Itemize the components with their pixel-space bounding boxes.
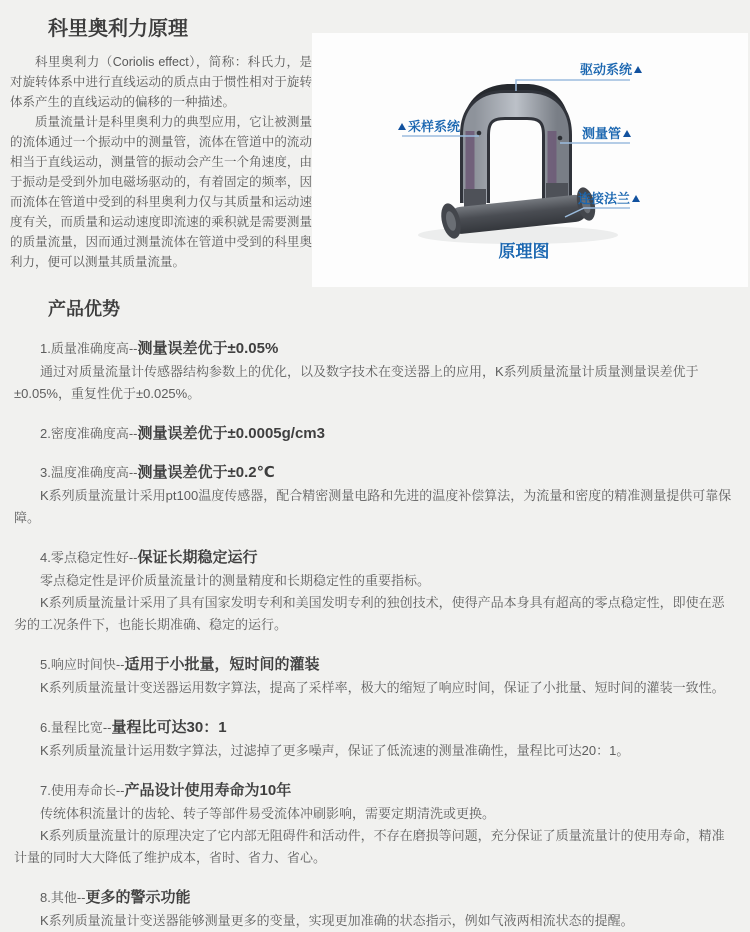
arrow-up-icon — [398, 123, 406, 130]
advantage-body-paragraph: K系列质量流量计运用数字算法，过滤掉了更多噪声，保证了低流速的测量准确性，量程比可达20：1。 — [40, 743, 630, 758]
advantage-body-paragraph: K系列质量流量计变送器能够测量更多的变量，实现更加准确的状态指示，例如气液两相流状态的提醒。 — [40, 913, 634, 928]
diagram-caption: 原理图 — [498, 242, 550, 261]
advantage-heading — [14, 888, 736, 908]
advantage-item — [14, 548, 736, 636]
advantage-highlight: 产品设计使用寿命为10年 — [124, 782, 292, 799]
advantage-item — [14, 781, 736, 869]
advantage-name: 8.其他-- — [40, 890, 86, 905]
advantage-name: 2.密度准确度高-- — [40, 426, 138, 441]
advantage-body-paragraph: K系列质量流量计变送器运用数字算法，提高了采样率，极大的缩短了响应时间，保证了小批量、短时间的灌装一致性。 — [40, 680, 725, 695]
diagram-label-sampling-system — [396, 120, 460, 134]
principle-diagram — [312, 33, 748, 287]
advantage-name: 1.质量准确度高-- — [40, 341, 138, 356]
advantage-heading — [14, 548, 736, 568]
connecting-flange-label: 连接法兰 — [578, 191, 631, 206]
advantage-highlight: 适用于小批量，短时间的灌装 — [124, 656, 320, 673]
advantage-body-paragraph: 传统体积流量计的齿轮、转子等部件易受流体冲刷影响，需要定期清洗或更换。 — [40, 806, 496, 821]
advantage-list — [14, 339, 736, 932]
advantage-item — [14, 718, 736, 762]
advantage-heading — [14, 339, 736, 359]
advantage-heading — [14, 424, 736, 444]
sampling-system-label: 采样系统 — [408, 119, 461, 134]
advantage-name: 6.量程比宽-- — [40, 720, 112, 735]
advantage-name: 7.使用寿命长-- — [40, 783, 125, 798]
advantage-highlight: 测量误差优于±0.0005g/cm3 — [137, 425, 325, 442]
advantages-title: 产品优势 — [48, 299, 120, 319]
advantage-body-paragraph: K系列质量流量计采用pt100温度传感器，配合精密测量电路和先进的温度补偿算法，为流量和密度的精准测量提供可靠保障。 — [14, 488, 732, 525]
advantage-highlight: 测量误差优于±0.05% — [137, 340, 279, 357]
advantage-highlight: 更多的警示功能 — [85, 889, 191, 906]
diagram-label-drive-system — [580, 63, 644, 77]
principle-title: 科里奥利力原理 — [48, 18, 188, 40]
advantage-heading — [14, 718, 736, 738]
advantages-section — [0, 295, 750, 932]
arrow-up-icon — [634, 66, 642, 73]
advantage-heading — [14, 463, 736, 483]
diagram-label-measuring-tube — [582, 127, 633, 141]
arrow-up-icon — [623, 130, 631, 137]
advantage-item — [14, 463, 736, 529]
advantage-item — [14, 655, 736, 699]
arrow-up-icon — [632, 195, 640, 202]
drive-system-label: 驱动系统 — [580, 62, 633, 77]
principle-section — [0, 0, 750, 287]
principle-paragraph-2: 质量流量计是科里奥利力的典型应用，它让被测量的流体通过一个振动中的测量管，流体在管道中的流动相当于直线运动，测量管的振动会产生一个角速度，由于振动是受到外加电磁场驱动的，有着固定的频率，因而流体在管道中受到的科里奥利力仅与其质量和运动速度有关，而质量和运动速度即流速的乘积就是需要测量的质量流量，因而通过测量流体在管道中受到的科里奥利力，便可以测量其质量流量。 — [10, 115, 312, 269]
advantage-name: 3.温度准确度高-- — [40, 465, 138, 480]
advantage-heading — [14, 655, 736, 675]
advantage-body-paragraph: K系列质量流量计的原理决定了它内部无阻碍件和活动件，不存在磨损等问题，充分保证了质量流量计的使用寿命，精准计量的同时大大降低了维护成本，省时、省力、省心。 — [14, 828, 725, 865]
advantage-item — [14, 888, 736, 932]
advantage-name: 5.响应时间快-- — [40, 657, 125, 672]
advantage-highlight: 保证长期稳定运行 — [137, 549, 258, 566]
advantage-name: 4.零点稳定性好-- — [40, 550, 138, 565]
measuring-tube-label: 测量管 — [582, 126, 622, 141]
diagram-label-connecting-flange — [578, 192, 642, 206]
advantage-body-paragraph: K系列质量流量计采用了具有国家发明专利和美国发明专利的独创技术，使得产品本身具有超高的零点稳定性，即使在恶劣的工况条件下，也能长期准确、稳定的运行。 — [14, 595, 725, 632]
advantage-highlight: 测量误差优于±0.2℃ — [137, 464, 275, 481]
advantage-heading — [14, 781, 736, 801]
advantage-item — [14, 424, 736, 444]
advantage-highlight: 量程比可达30：1 — [111, 719, 227, 736]
advantage-item — [14, 339, 736, 405]
advantage-body-paragraph: 通过对质量流量计传感器结构参数上的优化，以及数字技术在变送器上的应用，K系列质量流量计质量测量误差优于±0.05%，重复性优于±0.025%。 — [14, 364, 699, 401]
advantage-body-paragraph: 零点稳定性是评价质量流量计的测量精度和长期稳定性的重要指标。 — [40, 573, 431, 588]
principle-paragraph-1: 科里奥利力（Coriolis effect），简称：科氏力，是对旋转体系中进行直线运动的质点由于惯性相对于旋转体系产生的直线运动的偏移的一种描述。 — [10, 55, 312, 109]
principle-text — [10, 52, 312, 272]
